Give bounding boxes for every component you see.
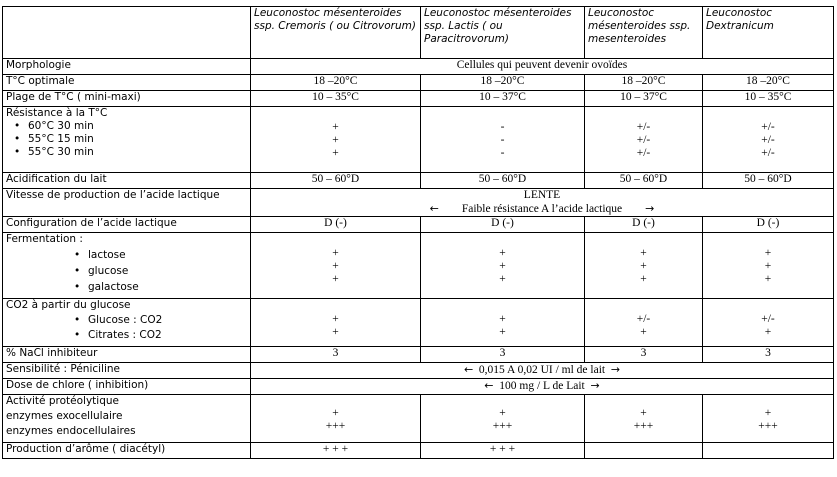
list-item: • galactose	[66, 281, 247, 294]
row-plage	[3, 91, 834, 107]
cell-value: 18 –20°C	[251, 75, 421, 91]
cell-value: - - -	[421, 107, 585, 173]
list-item: enzymes exocellulaire	[6, 410, 123, 422]
row-label-cell	[3, 107, 251, 173]
cell-value: +/- +	[585, 299, 703, 347]
row-label: % NaCl inhibiteur	[3, 347, 251, 363]
cell-value: 3	[703, 347, 834, 363]
arrow-right-icon: →	[645, 202, 655, 215]
row-label: Morphologie	[3, 59, 251, 75]
row-arome	[3, 443, 834, 459]
cell-value: 18 –20°C	[585, 75, 703, 91]
cell-value: + +++	[703, 395, 834, 443]
characteristics-table	[2, 6, 834, 459]
header-cremoris: Leuconostoc mésenteroides ssp. Cremoris ( ou Citrovorum)	[251, 7, 421, 59]
cell-value: + + +	[703, 233, 834, 299]
cell-value: 18 –20°C	[421, 75, 585, 91]
cell-value: + + +	[585, 233, 703, 299]
cell-value: + +++	[421, 395, 585, 443]
cell-value: 50 – 60°D	[585, 173, 703, 189]
cell-value: +/- +/- +/-	[585, 107, 703, 173]
row-label-cell	[3, 395, 251, 443]
vitesse-value	[251, 189, 834, 217]
arrow-right-icon: →	[590, 379, 600, 392]
vitesse-line2: ← Faible résistance A l’acide lactique →	[429, 202, 655, 215]
cell-value: 3	[251, 347, 421, 363]
row-t-optimale	[3, 75, 834, 91]
row-sensibilite	[3, 363, 834, 379]
cell-value: 3	[585, 347, 703, 363]
row-label: T°C optimale	[3, 75, 251, 91]
header-mesenteroides: Leuconostoc mésenteroides ssp. mesenteroides	[585, 7, 703, 59]
row-resistance	[3, 107, 834, 173]
cell-value: 50 – 60°D	[421, 173, 585, 189]
vitesse-line1: LENTE	[523, 189, 561, 201]
row-activite	[3, 395, 834, 443]
row-label: Sensibilité : Péniciline	[3, 363, 251, 379]
header-dextranicum: Leuconostoc Dextranicum	[703, 7, 834, 59]
row-label: Acidification du lait	[3, 173, 251, 189]
cell-value: D (-)	[251, 217, 421, 233]
cell-value: + + +	[421, 443, 585, 459]
list-item: enzymes endocellulaires	[6, 425, 136, 437]
list-item: • 60°C 30 min	[6, 120, 247, 133]
row-co2	[3, 299, 834, 347]
cell-value: + +	[421, 299, 585, 347]
cell-value: D (-)	[703, 217, 834, 233]
row-label: Vitesse de production de l’acide lactique	[3, 189, 251, 217]
row-configuration	[3, 217, 834, 233]
cell-value: 18 –20°C	[703, 75, 834, 91]
cell-value: + + +	[251, 233, 421, 299]
cell-value: 3	[421, 347, 585, 363]
arrow-left-icon: ←	[484, 379, 494, 392]
cell-value: 50 – 60°D	[703, 173, 834, 189]
row-label-cell	[3, 233, 251, 299]
arrow-right-icon: →	[610, 363, 621, 376]
list-item: • 55°C 30 min	[6, 146, 247, 159]
sensibilite-value: ← 0,015 A 0,02 UI / ml de lait →	[251, 363, 834, 379]
cell-value: + +++	[585, 395, 703, 443]
morphologie-value: Cellules qui peuvent devenir ovoïdes	[251, 59, 834, 75]
cell-value: D (-)	[585, 217, 703, 233]
row-label-cell	[3, 299, 251, 347]
row-label: Production d’arôme ( diacétyl)	[3, 443, 251, 459]
row-label: Dose de chlore ( inhibition)	[3, 379, 251, 395]
arrow-left-icon: ←	[463, 363, 474, 376]
cell-value: +/- +/- +/-	[703, 107, 834, 173]
list-item: • Glucose : CO2	[66, 314, 247, 327]
cell-value: + +	[251, 299, 421, 347]
row-label: Plage de T°C ( mini-maxi)	[3, 91, 251, 107]
chlore-value: ← 100 mg / L de Lait →	[251, 379, 834, 395]
cell-value: 10 – 35°C	[251, 91, 421, 107]
header-lactis: Leuconostoc mésenteroides ssp. Lactis ( ou Paracitrovorum)	[421, 7, 585, 59]
list-item: • Citrates : CO2	[66, 329, 247, 342]
cell-value: 10 – 37°C	[421, 91, 585, 107]
cell-value: + + +	[251, 107, 421, 173]
row-label: CO2 à partir du glucose	[6, 299, 131, 311]
list-item: • glucose	[66, 265, 247, 278]
row-acidification	[3, 173, 834, 189]
cell-value	[585, 443, 703, 459]
row-chlore	[3, 379, 834, 395]
header-row	[3, 7, 834, 59]
row-label: Activité protéolytique	[6, 395, 119, 407]
row-morphologie	[3, 59, 834, 75]
row-fermentation	[3, 233, 834, 299]
cell-value: D (-)	[421, 217, 585, 233]
cell-value: + +++	[251, 395, 421, 443]
cell-value	[703, 443, 834, 459]
cell-value: 10 – 37°C	[585, 91, 703, 107]
cell-value: + + +	[251, 443, 421, 459]
cell-value: + + +	[421, 233, 585, 299]
cell-value: 10 – 35°C	[703, 91, 834, 107]
arrow-left-icon: ←	[429, 202, 439, 215]
row-nacl	[3, 347, 834, 363]
row-label: Fermentation :	[6, 233, 83, 245]
list-item: • 55°C 15 min	[6, 133, 247, 146]
row-vitesse	[3, 189, 834, 217]
cell-value: 50 – 60°D	[251, 173, 421, 189]
corner-cell	[3, 7, 251, 59]
list-item: • lactose	[66, 249, 247, 262]
row-label: Résistance à la T°C	[6, 107, 108, 119]
cell-value: +/- +	[703, 299, 834, 347]
row-label: Configuration de l’acide lactique	[3, 217, 251, 233]
